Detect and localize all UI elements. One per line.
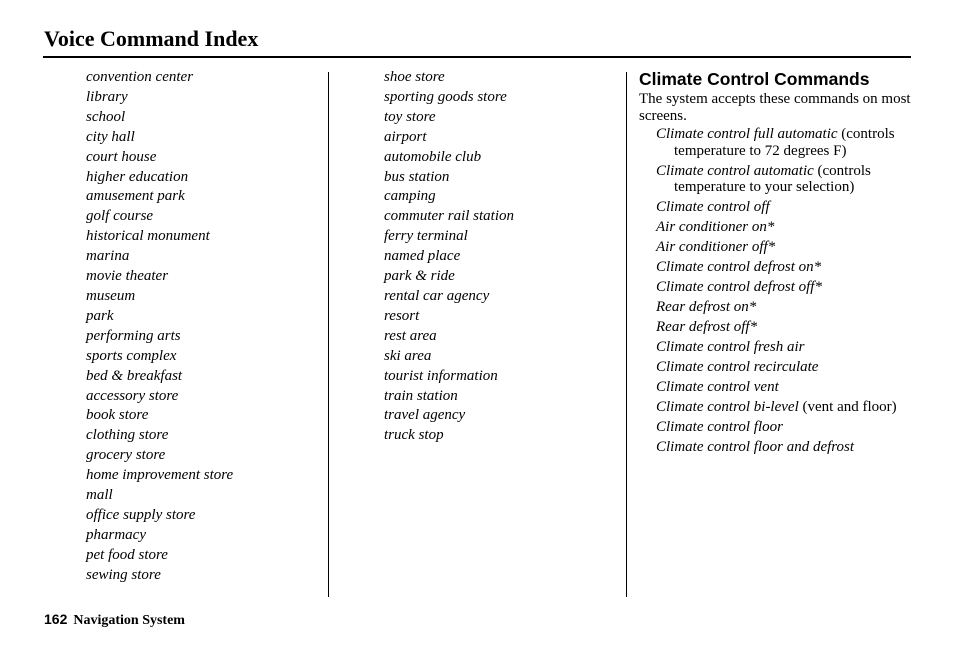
command-text: Climate control off	[656, 199, 770, 215]
list-item	[639, 219, 914, 236]
list-item: accessory store	[86, 387, 179, 404]
list-item: shoe store	[384, 69, 445, 85]
list-item: pharmacy	[86, 526, 146, 543]
list-item: convention center	[86, 69, 194, 85]
list-item	[639, 419, 914, 436]
column-divider	[328, 72, 329, 597]
list-item: city hall	[86, 128, 135, 145]
list-item: truck stop	[384, 427, 444, 444]
command-list-left	[86, 68, 233, 586]
list-item: grocery store	[86, 447, 166, 464]
list-item	[639, 279, 914, 296]
list-item: higher education	[86, 168, 189, 185]
list-item: library	[86, 88, 128, 105]
list-item: golf course	[86, 208, 154, 225]
list-item	[639, 259, 914, 276]
list-item: airport	[384, 128, 427, 145]
command-text: Air conditioner off*	[656, 239, 776, 255]
list-item: performing arts	[86, 327, 181, 344]
list-item	[639, 339, 914, 356]
command-text: Climate control defrost on*	[656, 259, 822, 275]
command-text: Rear defrost off*	[656, 319, 758, 335]
list-item: rental car agency	[384, 287, 490, 304]
list-item: ski area	[384, 347, 432, 364]
list-item	[639, 359, 914, 376]
footer-label: Navigation System	[73, 613, 185, 628]
command-note: (controls temperature to 72 degrees F)	[674, 126, 895, 159]
list-item: mall	[86, 487, 113, 504]
command-text: Climate control floor	[656, 419, 783, 435]
list-item: toy store	[384, 108, 436, 125]
list-item: rest area	[384, 327, 437, 344]
page-title: Voice Command Index	[44, 26, 259, 51]
page-footer	[44, 610, 185, 630]
list-item	[639, 199, 914, 216]
climate-command-list	[639, 126, 914, 456]
climate-control-section	[639, 68, 914, 459]
list-item: book store	[86, 407, 149, 424]
list-item: train station	[384, 387, 458, 404]
list-item: home improvement store	[86, 467, 234, 484]
command-text: Climate control vent	[656, 379, 779, 395]
command-text: Climate control bi-level	[656, 399, 799, 415]
list-item: historical monument	[86, 228, 210, 245]
list-item: museum	[86, 287, 136, 304]
list-item: automobile club	[384, 148, 482, 165]
list-item: court house	[86, 148, 157, 165]
command-note: (controls temperature to your selection)	[674, 162, 871, 195]
list-item: ferry terminal	[384, 228, 468, 245]
section-intro: The system accepts these commands on most screens.	[639, 91, 911, 124]
list-item: sports complex	[86, 347, 177, 364]
command-text: Climate control floor and defrost	[656, 439, 855, 455]
list-item	[639, 163, 914, 196]
list-item: tourist information	[384, 367, 498, 384]
list-item: bed & breakfast	[86, 367, 183, 384]
list-item: travel agency	[384, 407, 466, 424]
column-divider	[626, 72, 627, 597]
list-item	[639, 239, 914, 256]
command-text: Climate control fresh air	[656, 339, 805, 355]
command-text: Air conditioner on*	[656, 219, 775, 235]
list-item	[639, 439, 914, 456]
command-text: Climate control defrost off*	[656, 279, 822, 295]
list-item	[639, 319, 914, 336]
list-item: resort	[384, 307, 420, 324]
command-list-middle	[384, 68, 514, 446]
list-item	[639, 399, 914, 416]
list-item: movie theater	[86, 268, 169, 285]
header-rule	[43, 56, 911, 58]
list-item: named place	[384, 248, 461, 265]
list-item: amusement park	[86, 188, 185, 205]
section-heading: Climate Control Commands	[639, 69, 870, 89]
page-number: 162	[44, 611, 68, 627]
list-item: school	[86, 108, 126, 125]
command-text: Rear defrost on*	[656, 299, 757, 315]
list-item: marina	[86, 248, 130, 265]
command-text: Climate control automatic	[656, 162, 814, 179]
list-item: commuter rail station	[384, 208, 514, 225]
list-item: office supply store	[86, 506, 196, 523]
list-item: sporting goods store	[384, 88, 507, 105]
command-text: Climate control full automatic	[656, 126, 838, 142]
command-text: Climate control recirculate	[656, 359, 819, 375]
list-item: park & ride	[384, 268, 455, 285]
list-item: camping	[384, 188, 436, 205]
command-note: (vent and floor)	[802, 399, 897, 415]
list-item: bus station	[384, 168, 450, 185]
list-item: park	[86, 307, 114, 324]
list-item: clothing store	[86, 427, 169, 444]
list-item	[639, 126, 914, 159]
list-item	[639, 379, 914, 396]
list-item: sewing store	[86, 566, 161, 583]
list-item	[639, 299, 914, 316]
list-item: pet food store	[86, 546, 168, 563]
